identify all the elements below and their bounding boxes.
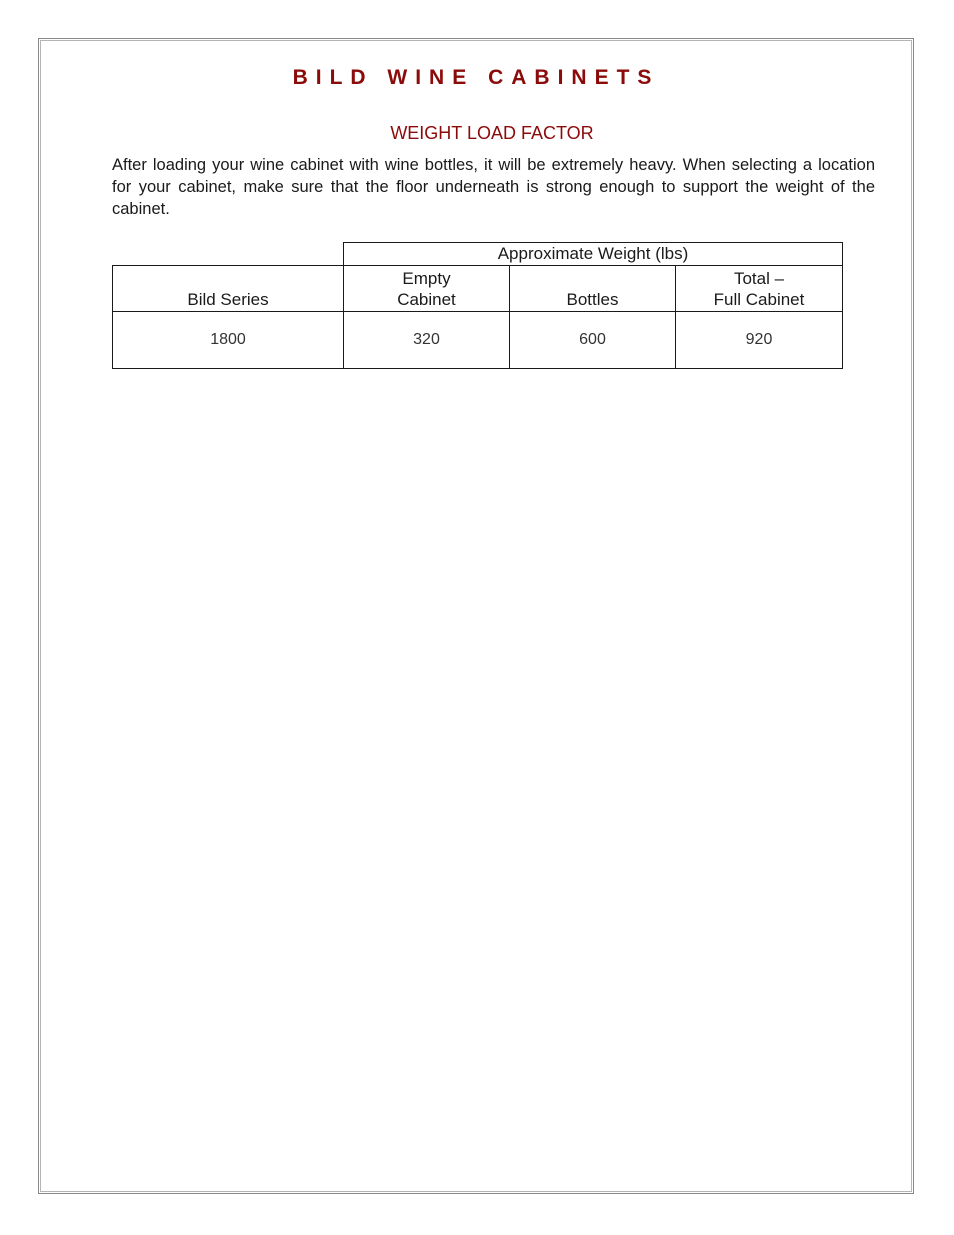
weight-table: [112, 242, 843, 369]
table-group-header-row: [113, 243, 843, 266]
table-blank-cell: [113, 243, 344, 266]
bottles-weight-cell: 600: [510, 312, 676, 369]
empty-cabinet-header-line1: Empty: [402, 269, 451, 288]
table-row: [113, 312, 843, 369]
approximate-weight-header: Approximate Weight (lbs): [344, 243, 843, 266]
empty-weight-cell: 320: [344, 312, 510, 369]
series-cell: 1800: [113, 312, 344, 369]
full-cabinet-header: [676, 266, 843, 312]
full-cabinet-header-line1: Total –: [733, 269, 785, 288]
full-cabinet-header-line2: Full Cabinet: [713, 290, 805, 309]
empty-cabinet-header-line2: Cabinet: [397, 290, 456, 309]
table-header-row: [113, 266, 843, 312]
intro-paragraph: After loading your wine cabinet with wine bottles, it will be extremely heavy. When selecting a location for your cabinet, make sure that the floor underneath is strong enough to support the weight of the cabinet.: [112, 156, 875, 218]
document-title: BILD WINE CABINETS: [292, 66, 660, 89]
bottles-header: Bottles: [510, 266, 676, 312]
total-weight-cell: 920: [676, 312, 843, 369]
section-heading: WEIGHT LOAD FACTOR: [390, 123, 594, 143]
empty-cabinet-header: [344, 266, 510, 312]
bild-series-header: Bild Series: [113, 266, 344, 312]
